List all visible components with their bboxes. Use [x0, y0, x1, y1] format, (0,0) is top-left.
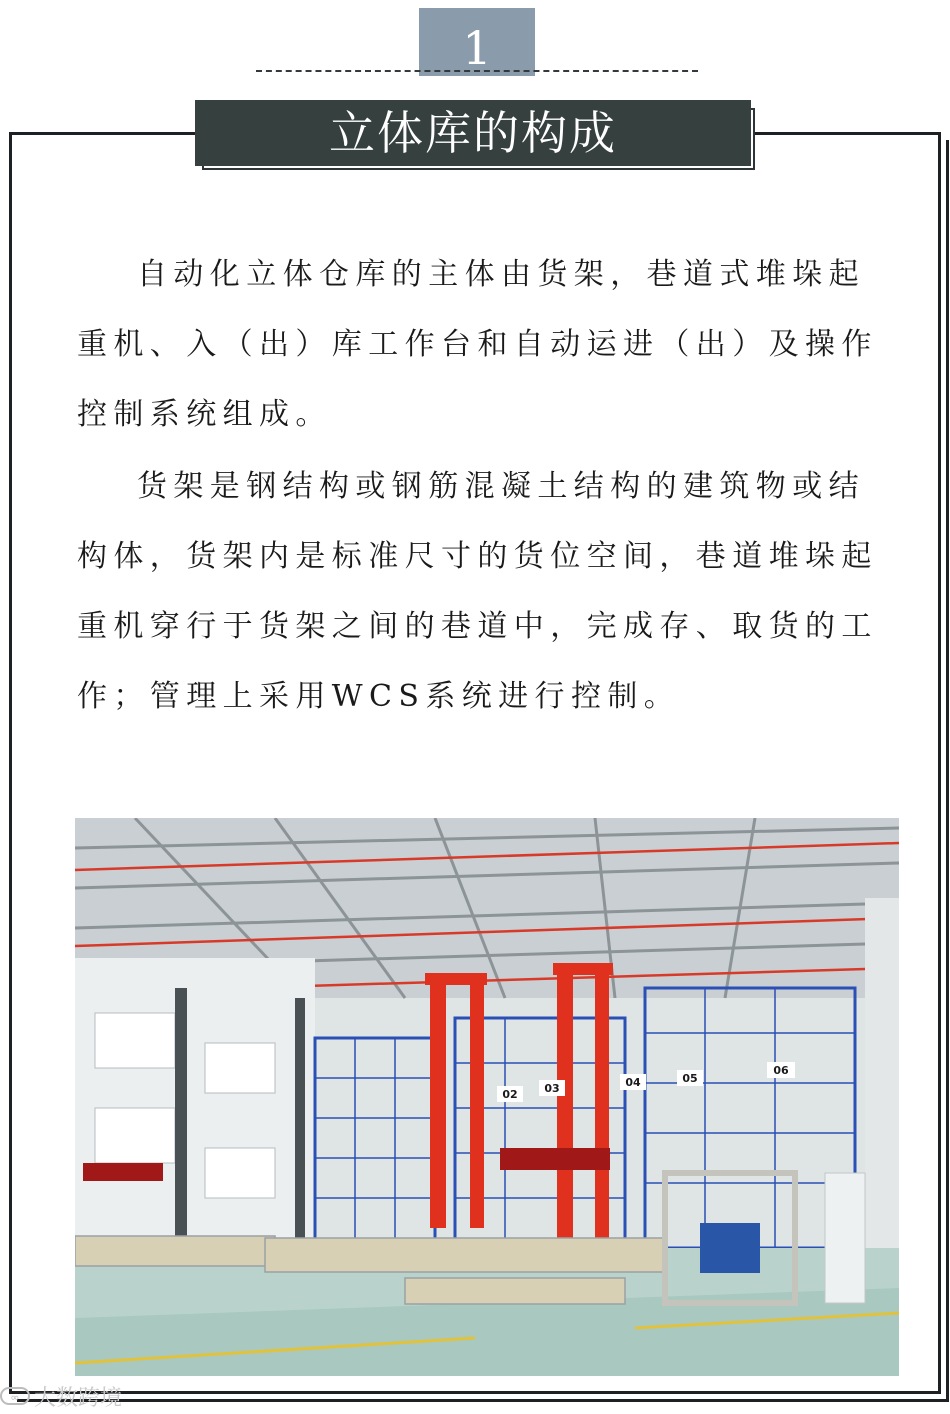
- watermark-text: 大数跨境: [34, 1385, 123, 1411]
- dashed-divider: [256, 70, 698, 72]
- aisle-label-05: 05: [682, 1072, 698, 1085]
- aisle-label-03: 03: [544, 1082, 560, 1095]
- watermark: [0, 1382, 122, 1410]
- infinity-icon: ∞: [0, 1387, 30, 1405]
- warehouse-photo: [75, 818, 899, 1376]
- paragraph-1: 自动化立体仓库的主体由货架，巷道式堆垛起重机、入（出）库工作台和自动运进（出）及操作控制系统组成。: [77, 257, 878, 432]
- paragraph-2: 货架是钢结构或钢筋混凝土结构的建筑物或结构体，货架内是标准尺寸的货位空间，巷道堆垛起重机穿行于货架之间的巷道中，完成存、取货的工作；管理上采用WCS系统进行控制。: [77, 469, 878, 714]
- article-body: [77, 240, 895, 732]
- aisle-label-04: 04: [625, 1076, 641, 1089]
- aisle-label-02: 02: [502, 1088, 518, 1101]
- section-number: 1: [419, 8, 535, 76]
- section-title: 立体库的构成: [195, 100, 751, 166]
- aisle-label-06: 06: [773, 1064, 789, 1077]
